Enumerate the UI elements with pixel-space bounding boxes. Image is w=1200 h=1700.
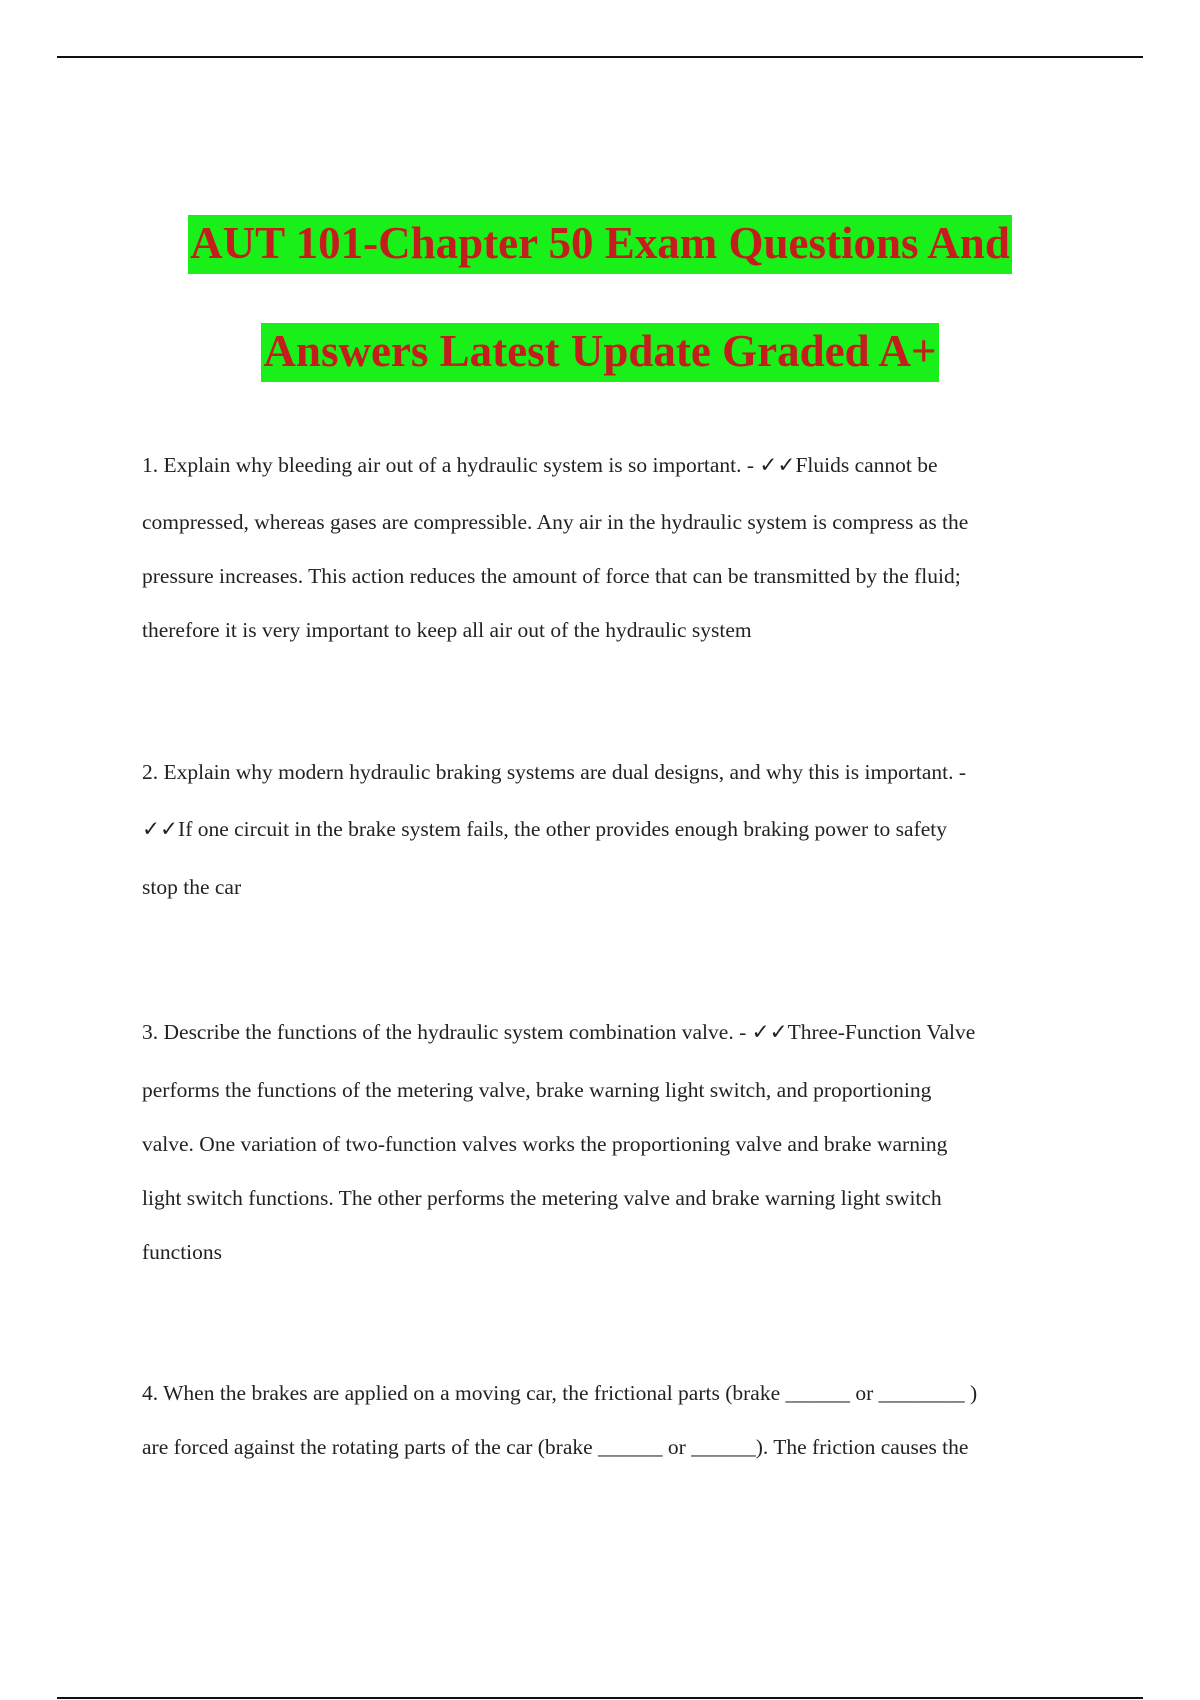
title-highlight-2: Answers Latest Update Graded A+ — [261, 323, 938, 382]
question-3-line-5: functions — [142, 1240, 223, 1264]
question-1-line-1: 1. Explain why bleeding air out of a hydraulic system is so important. - ✓✓Fluids cannot be — [142, 453, 938, 477]
document-title-line-2 — [0, 323, 1200, 382]
title-highlight-1: AUT 101-Chapter 50 Exam Questions And — [188, 215, 1012, 274]
question-2-line-1: 2. Explain why modern hydraulic braking systems are dual designs, and why this is important. - — [142, 760, 967, 784]
question-1-line-4: therefore it is very important to keep all air out of the hydraulic system — [142, 618, 752, 642]
question-3-line-4: light switch functions. The other performs the metering valve and brake warning light switch — [142, 1186, 942, 1210]
document-title-line-1 — [0, 215, 1200, 274]
question-4-line-2: are forced against the rotating parts of the car (brake ______ or ______). The friction causes the — [142, 1435, 969, 1459]
question-2-line-3: stop the car — [142, 875, 242, 899]
question-3-line-1: 3. Describe the functions of the hydraulic system combination valve. - ✓✓Three-Function Valve — [142, 1020, 976, 1044]
question-1-line-3: pressure increases. This action reduces the amount of force that can be transmitted by the fluid; — [142, 564, 961, 588]
bottom-rule — [57, 1697, 1143, 1699]
question-4-line-1: 4. When the brakes are applied on a moving car, the frictional parts (brake ______ or ________ ) — [142, 1381, 978, 1405]
question-1-line-2: compressed, whereas gases are compressible. Any air in the hydraulic system is compress as the — [142, 510, 969, 534]
top-rule — [57, 56, 1143, 58]
question-3-line-2: performs the functions of the metering valve, brake warning light switch, and proportioning — [142, 1078, 932, 1102]
question-3-line-3: valve. One variation of two-function valves works the proportioning valve and brake warning — [142, 1132, 948, 1156]
question-2-line-2: ✓✓If one circuit in the brake system fails, the other provides enough braking power to safety — [142, 817, 948, 841]
